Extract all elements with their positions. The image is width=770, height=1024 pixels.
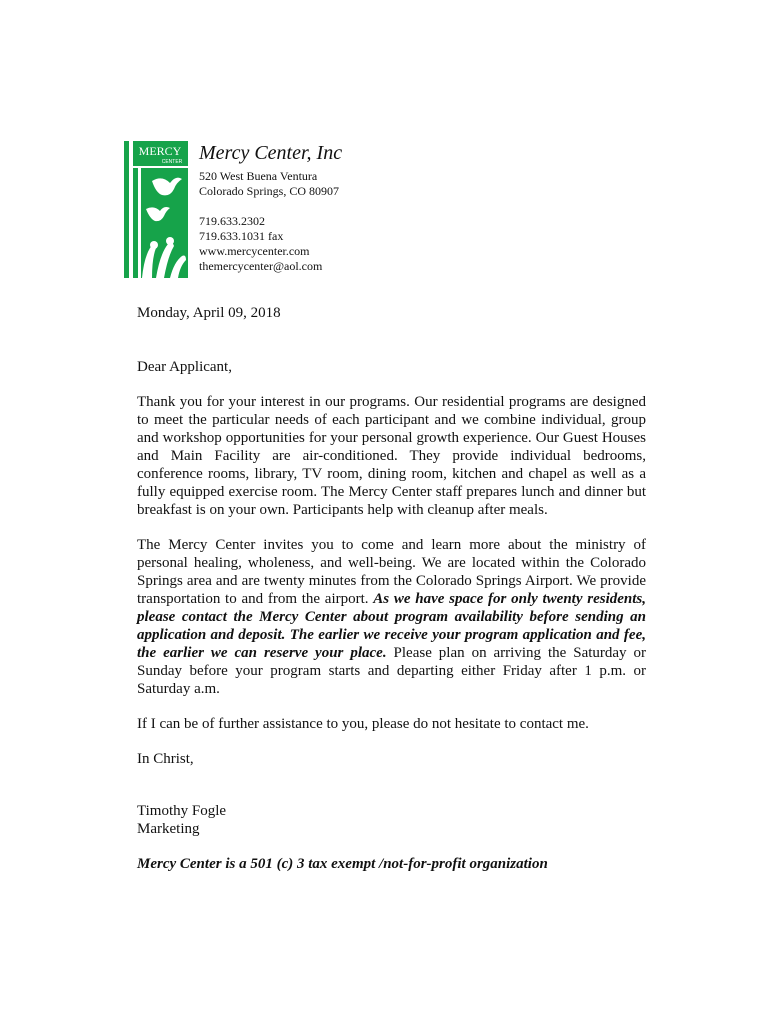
signer-name: Timothy Fogle <box>137 803 227 819</box>
paragraph-2-closing: Please plan on arriving the Saturday or Sunday before your program starts and departing either Friday after 1 p.m. or Saturday a.m. <box>137 645 646 697</box>
signer-title: Marketing <box>137 821 200 837</box>
website-link[interactable]: www.mercycenter.com <box>199 244 310 258</box>
nonprofit-note: Mercy Center is a 501 (c) 3 tax exempt /not-for-profit organization <box>137 856 548 872</box>
letter-body <box>137 358 646 873</box>
logo-graphic <box>124 141 188 278</box>
address-line-1: 520 West Buena Ventura <box>199 169 318 183</box>
paragraph-3: If I can be of further assistance to you, please do not hesitate to contact me. <box>137 716 589 732</box>
logo-text-mercy: MERCY <box>138 144 182 158</box>
mercy-center-logo <box>124 141 188 278</box>
signature-block <box>137 802 646 838</box>
address-line-2: Colorado Springs, CO 80907 <box>199 184 340 198</box>
phone-number: 719.633.2302 <box>199 214 265 228</box>
salutation: Dear Applicant, <box>137 359 232 375</box>
letterhead <box>199 141 342 274</box>
paragraph-2 <box>137 536 646 698</box>
closing: In Christ, <box>137 751 194 767</box>
paragraph-1: Thank you for your interest in our programs. Our residential programs are designed to meet the particular needs of each participant and we combine individual, group and workshop opportunities for your personal growth experience. Our Guest Houses and Main Facility are air-conditioned. They provide individual bedrooms, conference rooms, library, TV room, dining room, kitchen and chapel as well as a fully equipped exercise room. The Mercy Center staff prepares lunch and dinner but breakfast is on your own. Participants help with cleanup after meals. <box>137 394 646 518</box>
fax-number: 719.633.1031 fax <box>199 229 284 243</box>
paragraph-2-emphasis: As we have space for only twenty residents, please contact the Mercy Center about program availability before sending an application and deposit. The earlier we receive your program application and fee, the earlier we can reserve your place. <box>137 591 646 661</box>
email-link[interactable]: themercycenter@aol.com <box>199 259 323 273</box>
letter-date: Monday, April 09, 2018 <box>137 305 281 321</box>
logo-text-center: CENTER <box>161 159 183 165</box>
paragraph-2-intro: The Mercy Center invites you to come and learn more about the ministry of personal healing, wholeness, and well-being. We are located within the Colorado Springs area and are twenty minutes from the Colorado Springs Airport. We provide transportation to and from the airport. <box>137 537 646 607</box>
organization-name: Mercy Center, Inc <box>199 142 343 164</box>
